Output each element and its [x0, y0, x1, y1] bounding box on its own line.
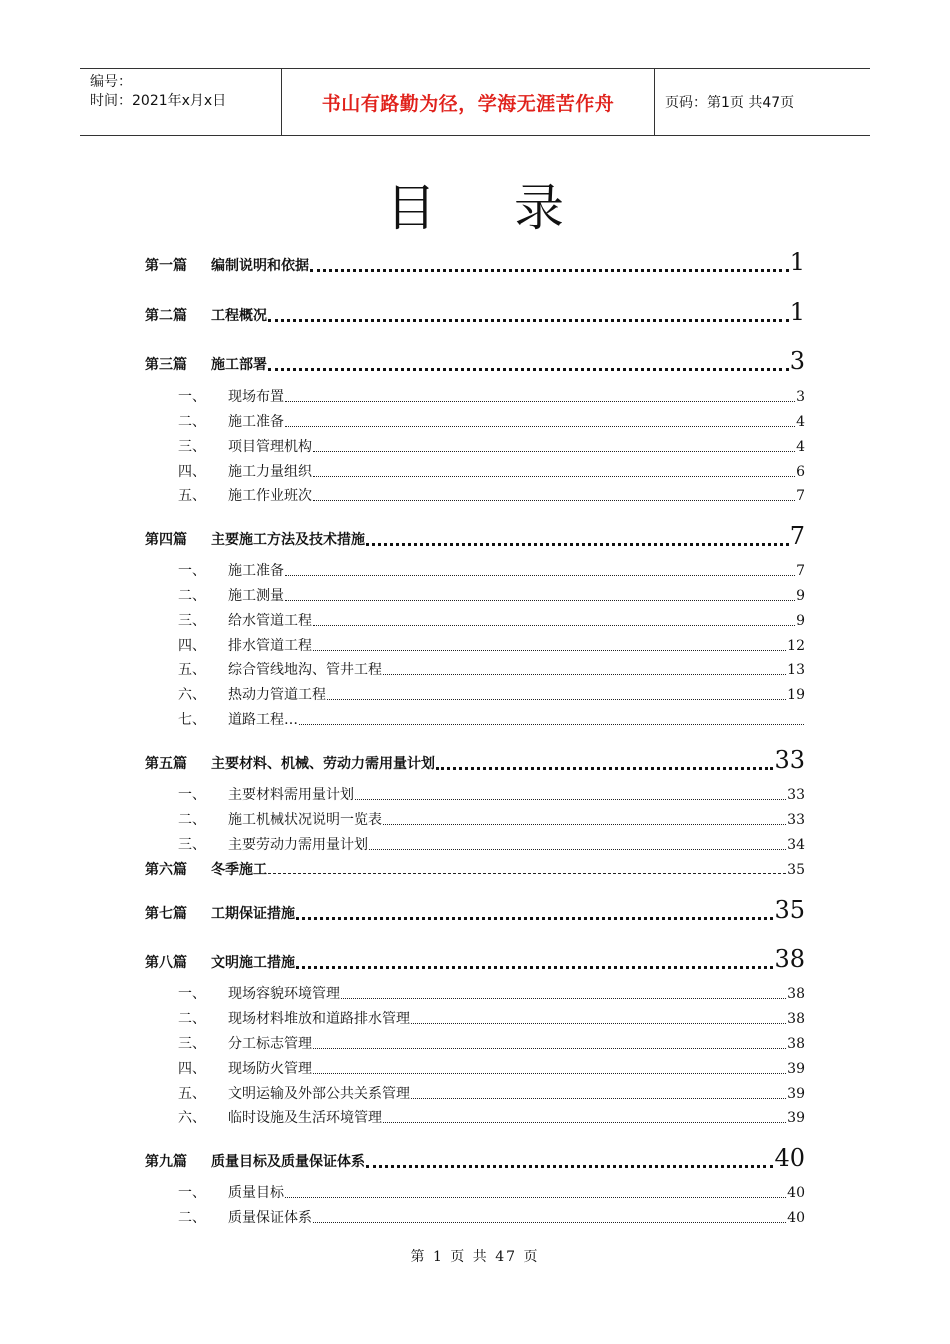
toc-entry-label: 施工部署: [211, 357, 267, 373]
toc-section-entry[interactable]: [178, 834, 805, 854]
toc-entry-number: 七、: [178, 712, 206, 728]
toc-entry-page: 39: [787, 1061, 805, 1077]
toc-entry-number: 第二篇: [145, 308, 187, 324]
toc-entry-label: 施工机械状况说明一览表: [228, 812, 382, 828]
toc-leader-dots: [411, 1098, 786, 1099]
toc-entry-page: 9: [796, 588, 805, 604]
toc-entry-number: 二、: [178, 588, 206, 604]
toc-entry-label: 分工标志管理: [228, 1036, 312, 1052]
toc-section-entry[interactable]: [178, 635, 805, 655]
toc-leader-dots: [313, 1222, 786, 1223]
toc-section-entry[interactable]: [178, 809, 805, 829]
toc-entry-number: 四、: [178, 638, 206, 654]
toc-entry-page: 3: [796, 389, 805, 405]
toc-section-entry[interactable]: [178, 1058, 805, 1078]
toc-leader-dots: [313, 451, 795, 452]
toc-entry-label: 临时设施及生活环境管理: [228, 1110, 382, 1126]
toc-section-entry[interactable]: [178, 1083, 805, 1103]
toc-leader-dots: [299, 724, 804, 725]
toc-entry-number: 六、: [178, 1110, 206, 1126]
toc-entry-label: 现场防火管理: [228, 1061, 312, 1077]
header-code: 编号：: [90, 74, 132, 90]
toc-entry-number: 二、: [178, 1210, 206, 1226]
toc-entry-label: 现场材料堆放和道路排水管理: [228, 1011, 410, 1027]
toc-entry-number: 五、: [178, 662, 206, 678]
toc-section-entry[interactable]: [178, 1008, 805, 1028]
toc-chapter-entry[interactable]: [145, 298, 805, 326]
toc-section-entry[interactable]: [178, 485, 805, 505]
toc-leader-dots: [369, 849, 786, 850]
toc-entry-page: 33: [787, 787, 805, 803]
toc-entry-page: 4: [796, 439, 805, 455]
toc-leader-dots: [313, 500, 795, 501]
toc-section-entry[interactable]: [178, 983, 805, 1003]
toc-entry-label: 编制说明和依据: [211, 258, 309, 274]
toc-entry-page: 19: [787, 687, 805, 703]
toc-entry-label: 施工力量组织: [228, 464, 312, 480]
toc-leader-dots: [285, 575, 795, 576]
toc-entry-page: 35: [774, 896, 805, 924]
toc-entry-label: 文明运输及外部公共关系管理: [228, 1086, 410, 1102]
toc-entry-page: 1: [789, 298, 805, 326]
toc-leader-dots: [411, 1023, 786, 1024]
toc-entry-label: 道路工程…: [228, 712, 298, 728]
toc-leader-dots: [313, 476, 795, 477]
toc-entry-label: 工期保证措施: [211, 906, 295, 922]
toc-section-entry[interactable]: [178, 1033, 805, 1053]
toc-entry-page: 3: [789, 347, 805, 375]
toc-section-entry[interactable]: [178, 585, 805, 605]
toc-leader-dots: [268, 319, 789, 322]
toc-section-entry[interactable]: [178, 784, 805, 804]
toc-section-entry[interactable]: [178, 411, 805, 431]
toc-section-entry[interactable]: [178, 684, 805, 704]
toc-entry-page: 35: [787, 862, 805, 878]
toc-entry-number: 三、: [178, 613, 206, 629]
toc-chapter-entry[interactable]: [145, 248, 805, 276]
toc-entry-page: 38: [774, 945, 805, 973]
toc-entry-number: 二、: [178, 414, 206, 430]
toc-entry-number: 第一篇: [145, 258, 187, 274]
toc-leader-dots: [313, 625, 795, 626]
toc-entry-label: 现场容貌环境管理: [228, 986, 340, 1002]
toc-chapter-entry[interactable]: [145, 746, 805, 774]
toc-entry-number: 五、: [178, 1086, 206, 1102]
toc-entry-label: 冬季施工: [211, 862, 267, 878]
toc-entry-number: 一、: [178, 563, 206, 579]
toc-leader-dots: [285, 426, 795, 427]
header-motto: 书山有路勤为径，学海无涯苦作舟: [282, 69, 655, 135]
toc-chapter-entry[interactable]: [145, 945, 805, 973]
toc-chapter-entry[interactable]: [145, 347, 805, 375]
toc-leader-dots: [436, 767, 773, 770]
toc-entry-number: 二、: [178, 1011, 206, 1027]
toc-entry-number: 一、: [178, 986, 206, 1002]
toc-entry-label: 给水管道工程: [228, 613, 312, 629]
toc-entry-label: 排水管道工程: [228, 638, 312, 654]
toc-leader-dots: [285, 401, 795, 402]
toc-entry-number: 四、: [178, 464, 206, 480]
page-header: [80, 68, 870, 136]
header-meta: [80, 69, 282, 135]
toc-section-entry[interactable]: [178, 610, 805, 630]
toc-leader-dots: [310, 269, 789, 272]
toc-entry-label: 质量目标: [228, 1185, 284, 1201]
toc-section-entry[interactable]: [178, 386, 805, 406]
toc-entry-label: 施工测量: [228, 588, 284, 604]
toc-leader-dots: [313, 1073, 786, 1074]
toc-entry-label: 文明施工措施: [211, 955, 295, 971]
toc-entry-label: 主要材料需用量计划: [228, 787, 354, 803]
toc-section-entry[interactable]: [178, 709, 805, 729]
toc-entry-page: 40: [787, 1185, 805, 1201]
toc-leader-dots: [285, 600, 795, 601]
toc-entry-number: 第六篇: [145, 862, 187, 878]
toc-entry-page: 4: [796, 414, 805, 430]
toc-leader-dots: [296, 966, 773, 969]
toc-section-entry[interactable]: [178, 436, 805, 456]
toc-entry-label: 工程概况: [211, 308, 267, 324]
toc-section-entry[interactable]: [178, 1182, 805, 1202]
toc-entry-number: 三、: [178, 837, 206, 853]
toc-leader-dots: [366, 1165, 773, 1168]
header-page-label: 页码：第1页 共47页: [665, 95, 795, 111]
toc-leader-dots: [355, 799, 786, 800]
toc-entry-page: 6: [796, 464, 805, 480]
toc-entry-page: 40: [787, 1210, 805, 1226]
toc-entry-number: 第七篇: [145, 906, 187, 922]
toc-section-entry[interactable]: [178, 1107, 805, 1127]
toc-entry-page: 38: [787, 1036, 805, 1052]
toc-entry-page: 33: [774, 746, 805, 774]
toc-entry-label: 施工准备: [228, 414, 284, 430]
toc-entry-label: 热动力管道工程: [228, 687, 326, 703]
toc-leader-dots: [268, 873, 786, 874]
toc-section-entry[interactable]: [178, 560, 805, 580]
toc-title: 目录: [386, 179, 642, 237]
toc-leader-dots: [341, 998, 786, 999]
toc-entry-number: 三、: [178, 1036, 206, 1052]
toc-entry-number: 第八篇: [145, 955, 187, 971]
toc-entry-label: 现场布置: [228, 389, 284, 405]
toc-entry-number: 第五篇: [145, 756, 187, 772]
toc-entry-page: 9: [796, 613, 805, 629]
toc-leader-dots: [383, 824, 786, 825]
toc-entry-page: 40: [774, 1144, 805, 1172]
toc-chapter-entry[interactable]: [145, 896, 805, 924]
toc-entry-number: 二、: [178, 812, 206, 828]
toc-leader-dots: [268, 368, 789, 371]
toc-entry-page: 39: [787, 1110, 805, 1126]
toc-entry-label: 施工准备: [228, 563, 284, 579]
toc-entry-page: 7: [796, 563, 805, 579]
toc-entry-page: 38: [787, 1011, 805, 1027]
toc-entry-number: 六、: [178, 687, 206, 703]
toc-leader-dots: [366, 543, 789, 546]
toc-entry-page: 1: [789, 248, 805, 276]
toc-entry-page: 12: [787, 638, 805, 654]
toc-entry-label: 质量保证体系: [228, 1210, 312, 1226]
toc-entry-number: 第四篇: [145, 532, 187, 548]
toc-entry-number: 第九篇: [145, 1154, 187, 1170]
toc-entry-page: 7: [796, 488, 805, 504]
toc-entry-label: 主要施工方法及技术措施: [211, 532, 365, 548]
toc-leader-dots: [327, 699, 786, 700]
toc-entry-label: 项目管理机构: [228, 439, 312, 455]
toc-entry-number: 一、: [178, 1185, 206, 1201]
toc-entry-label: 施工作业班次: [228, 488, 312, 504]
toc-leader-dots: [383, 674, 786, 675]
toc-entry-number: 五、: [178, 488, 206, 504]
toc-leader-dots: [285, 1197, 786, 1198]
toc-entry-page: 7: [789, 522, 805, 550]
toc-entry-number: 三、: [178, 439, 206, 455]
toc-entry-number: 四、: [178, 1061, 206, 1077]
toc-entry-page: 33: [787, 812, 805, 828]
toc-entry-label: 主要劳动力需用量计划: [228, 837, 368, 853]
toc-entry-page: 13: [787, 662, 805, 678]
toc-entry-page: 39: [787, 1086, 805, 1102]
header-time: 时间：2021年x月x日: [90, 93, 227, 109]
toc-entry-label: 质量目标及质量保证体系: [211, 1154, 365, 1170]
toc-leader-dots: [383, 1122, 786, 1123]
toc-leader-dots: [296, 917, 773, 920]
toc-leader-dots: [313, 650, 786, 651]
toc-entry-number: 第三篇: [145, 357, 187, 373]
toc-chapter-entry[interactable]: [145, 859, 805, 879]
toc-entry-number: 一、: [178, 787, 206, 803]
toc-entry-page: 34: [787, 837, 805, 853]
toc-chapter-entry[interactable]: [145, 1144, 805, 1172]
toc-section-entry[interactable]: [178, 1207, 805, 1227]
toc-entry-label: 综合管线地沟、管井工程: [228, 662, 382, 678]
toc-leader-dots: [313, 1048, 786, 1049]
toc-chapter-entry[interactable]: [145, 522, 805, 550]
toc-section-entry[interactable]: [178, 461, 805, 481]
toc-section-entry[interactable]: [178, 659, 805, 679]
page-footer: 第 1 页 共 47 页: [410, 1249, 540, 1265]
toc-entry-label: 主要材料、机械、劳动力需用量计划: [211, 756, 435, 772]
toc-entry-number: 一、: [178, 389, 206, 405]
toc-entry-page: 38: [787, 986, 805, 1002]
